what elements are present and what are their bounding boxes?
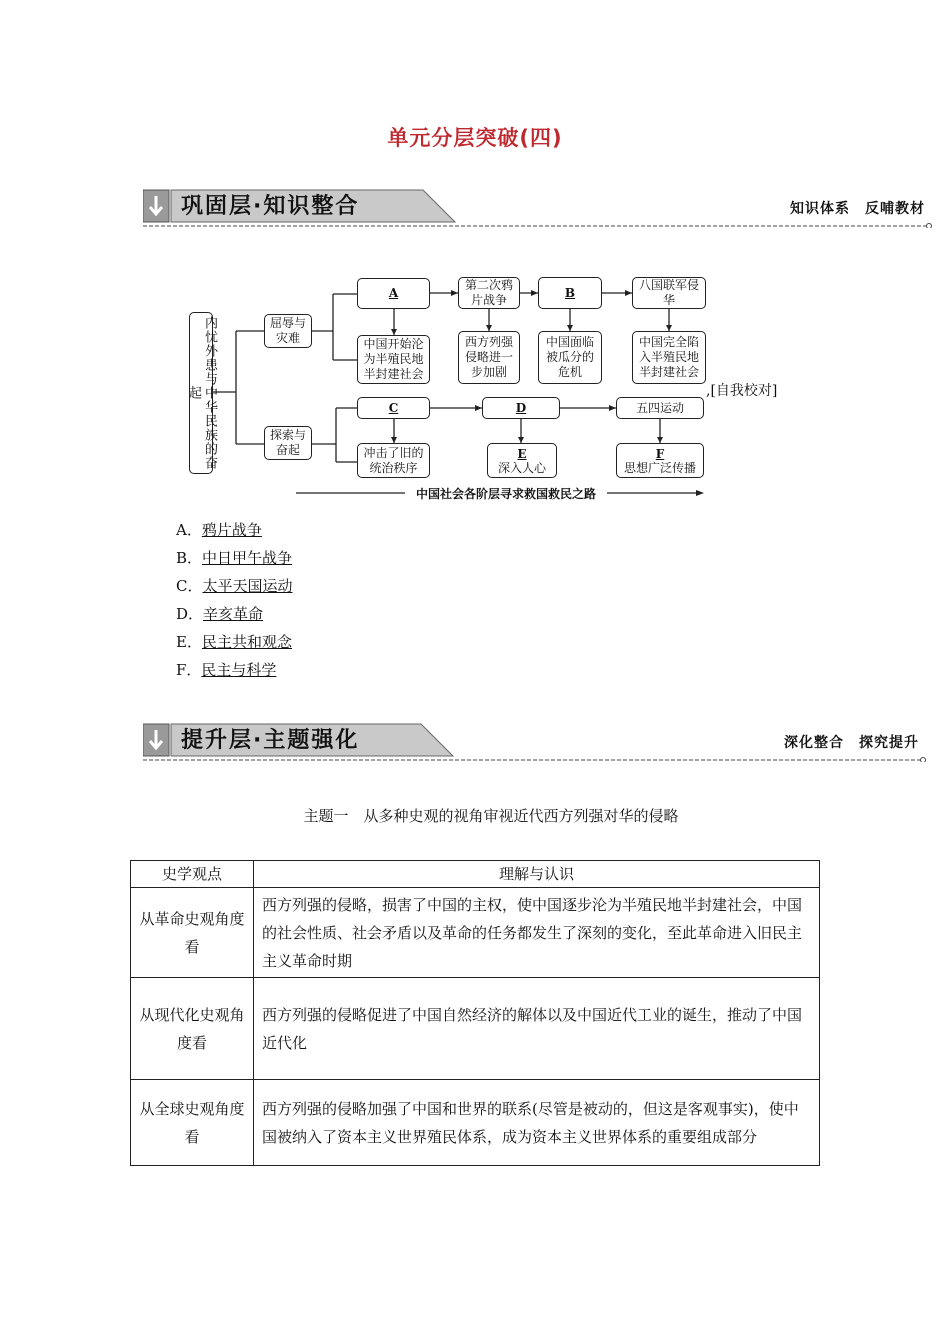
answer-key: E．	[176, 633, 202, 651]
section-title: 巩固层·知识整合	[181, 194, 360, 219]
answer-item	[176, 656, 293, 684]
diagram-connectors	[0, 0, 950, 520]
answer-key: B．	[176, 549, 203, 567]
diagram-result-5: 冲击了旧的统治秩序	[357, 443, 430, 478]
answer-item	[176, 572, 293, 600]
diagram-result-f-letter: F	[655, 446, 665, 461]
diagram-result-e-letter: E	[517, 446, 527, 461]
views-table	[130, 860, 820, 1166]
table-cell-text: 西方列强的侵略加强了中国和世界的联系(尽管是被动的，但这是客观事实)，使中国被纳入了资本主义世界殖民体系，成为资本主义世界体系的重要组成部分	[254, 1080, 820, 1166]
answer-key: C．	[176, 577, 203, 595]
diagram-branch-exploration: 探索与奋起	[264, 426, 312, 460]
section-subtitle: 知识体系 反哺教材	[790, 201, 925, 217]
diagram-branch-humiliation: 屈辱与灾难	[264, 314, 312, 348]
answer-value: 辛亥革命	[203, 605, 264, 623]
table-cell-view: 从革命史观角度看	[131, 888, 254, 978]
diagram-event-may-fourth: 五四运动	[616, 397, 704, 419]
diagram-result-e	[487, 443, 557, 478]
answer-list	[176, 516, 293, 684]
table-cell-text: 西方列强的侵略，损害了中国的主权，使中国逐步沦为半殖民地半封建社会，中国的社会性质、社会矛盾以及革命的任务都发生了深刻的变化，至此革命进入旧民主主义革命时期	[254, 888, 820, 978]
diagram-result-f	[616, 443, 704, 478]
diagram-result-1: 中国开始沦为半殖民地半封建社会	[357, 335, 430, 384]
section-subtitle: 深化整合 探究提升	[784, 735, 919, 751]
answer-value: 民主共和观念	[201, 633, 292, 651]
knowledge-diagram	[0, 0, 950, 520]
table-row	[131, 978, 820, 1080]
answer-key: D．	[176, 605, 204, 623]
table-cell-text: 西方列强的侵略促进了中国自然经济的解体以及中国近代工业的诞生，推动了中国近代化	[254, 978, 820, 1080]
diagram-result-e-text: 深入人心	[497, 460, 546, 475]
answer-item	[176, 544, 293, 572]
answer-key: F．	[176, 661, 202, 679]
diagram-event-d: D	[482, 397, 560, 419]
answer-value: 民主与科学	[201, 661, 277, 679]
diagram-event-eight-nation: 八国联军侵华	[632, 277, 706, 309]
diagram-root: 内忧外患与中华民族的奋起	[189, 312, 213, 474]
answer-value: 中日甲午战争	[202, 549, 293, 567]
diagram-event-second-opium-war: 第二次鸦片战争	[458, 277, 520, 309]
table-header: 理解与认识	[254, 861, 820, 888]
answer-item	[176, 628, 293, 656]
diagram-event-c: C	[357, 397, 430, 419]
table-row	[131, 888, 820, 978]
diagram-result-3: 中国面临被瓜分的危机	[538, 331, 602, 384]
table-cell-view: 从现代化史观角度看	[131, 978, 254, 1080]
table-row	[131, 1080, 820, 1166]
answer-value: 太平天国运动	[202, 577, 293, 595]
answer-item	[176, 600, 293, 628]
diagram-result-2: 西方列强侵略进一步加剧	[458, 331, 520, 384]
answer-value: 鸦片战争	[201, 521, 262, 539]
diagram-result-f-text: 思想广泛传播	[623, 460, 696, 475]
section-title: 提升层·主题强化	[181, 728, 360, 753]
diagram-axis-label: 中国社会各阶层寻求救国救民之路	[415, 487, 596, 501]
table-header: 史学观点	[131, 861, 254, 888]
answer-item	[176, 516, 293, 544]
table-header-row	[131, 861, 820, 888]
answer-key: A．	[176, 521, 202, 539]
diagram-event-b: B	[538, 277, 602, 309]
table-cell-view: 从全球史观角度看	[131, 1080, 254, 1166]
page-title: 单元分层突破(四)	[387, 126, 563, 150]
self-check-note: ,[自我校对]	[706, 383, 778, 399]
section-banner-enhance	[143, 722, 933, 758]
diagram-result-4: 中国完全陷入半殖民地半封建社会	[632, 331, 706, 384]
diagram-event-a: A	[357, 278, 430, 309]
theme-title: 主题一 从多种史观的视角审视近代西方列强对华的侵略	[303, 807, 679, 825]
